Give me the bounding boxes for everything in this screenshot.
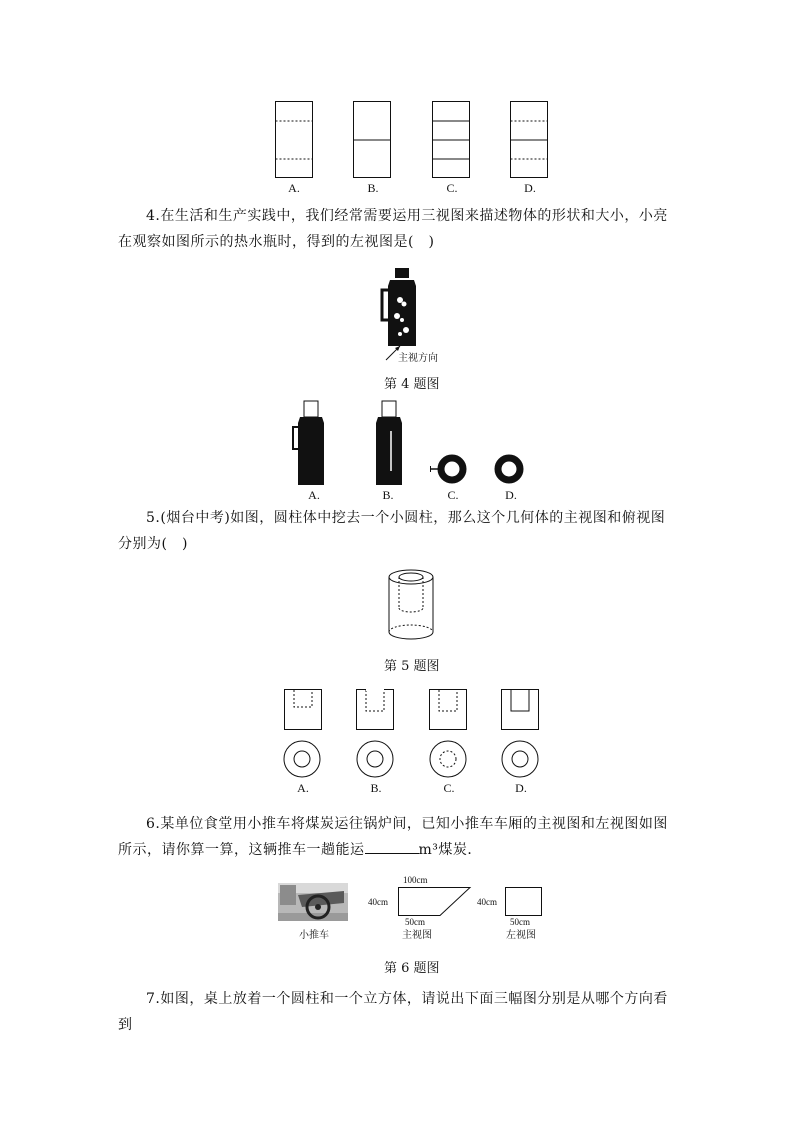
- q5-number: 5.: [146, 510, 161, 526]
- q6-body-after: m³煤炭．: [418, 842, 482, 858]
- q4-option-b-drawing: [370, 401, 410, 487]
- q6-left-view-rect: [505, 887, 545, 917]
- q6-left-view-label: 左视图: [506, 930, 536, 941]
- q6-left-height-label: 40cm: [477, 897, 497, 907]
- q3-option-d-drawing: [510, 101, 550, 179]
- q4-body: 在生活和生产实践中，我们经常需要运用三视图来描述物体的形状和大小，小亮在观察如图所示的热水瓶时，得到的左视图是( ): [118, 208, 668, 250]
- q3-option-c-label[interactable]: C.: [446, 181, 458, 195]
- q4-option-c-label[interactable]: C.: [447, 488, 459, 502]
- q6-body-before: 某单位食堂用小推车将煤炭运往锅炉间，已知小推车车厢的主视图和左视图如图所示，请你算一算，这辆推车一趟能运: [118, 816, 668, 858]
- q4-option-a-drawing: [292, 401, 332, 487]
- q5-option-a-front-view: [284, 689, 324, 731]
- q5-option-d-front-view: [501, 689, 541, 731]
- q5-option-d-label[interactable]: D.: [515, 781, 527, 795]
- q5-source: (烟台中考): [160, 510, 231, 526]
- q4-figure-caption: 第 4 题图: [384, 377, 440, 392]
- q3-option-b-drawing: [353, 101, 393, 179]
- q6-cart-label: 小推车: [299, 930, 329, 941]
- q3-option-d-label[interactable]: D.: [524, 181, 536, 195]
- q5-option-b-top-view: [356, 740, 396, 780]
- q3-option-b-label[interactable]: B.: [367, 181, 379, 195]
- q5-figure-caption: 第 5 题图: [384, 659, 440, 674]
- q6-bottom-width-label: 50cm: [405, 917, 425, 927]
- q4-direction-label: 主视方向: [398, 353, 438, 364]
- q5-option-c-front-view: [429, 689, 469, 731]
- q5-body: 如图，圆柱体中挖去一个小圆柱，那么这个几何体的主视图和俯视图分别为( ): [118, 510, 666, 552]
- q4-option-c-drawing: [430, 455, 470, 485]
- q5-question-text: [118, 505, 678, 557]
- q5-option-d-top-view: [501, 740, 541, 780]
- q5-option-a-label[interactable]: A.: [297, 781, 309, 795]
- q4-number: 4.: [146, 208, 161, 224]
- q4-option-b-label[interactable]: B.: [382, 488, 394, 502]
- q5-hollow-cylinder-figure: [387, 568, 437, 644]
- q6-answer-blank[interactable]: [365, 839, 419, 854]
- q6-question-text: [118, 811, 678, 863]
- q4-option-d-label[interactable]: D.: [505, 488, 517, 502]
- q4-option-a-label[interactable]: A.: [308, 488, 320, 502]
- q4-option-d-drawing: [492, 455, 532, 485]
- q5-option-a-top-view: [283, 740, 323, 780]
- q6-number: 6.: [146, 816, 161, 832]
- q5-option-b-label[interactable]: B.: [370, 781, 382, 795]
- q7-question-text: [118, 986, 678, 1038]
- q6-height-label: 40cm: [368, 897, 388, 907]
- q6-left-width-label: 50cm: [510, 917, 530, 927]
- q4-question-text: [118, 203, 678, 255]
- q3-option-c-drawing: [432, 101, 472, 179]
- q3-option-a-label[interactable]: A.: [288, 181, 300, 195]
- q6-figure-caption: 第 6 题图: [384, 961, 440, 976]
- q5-option-b-front-view: [356, 689, 396, 731]
- q6-front-view-label: 主视图: [402, 930, 432, 941]
- q3-option-a-drawing: [275, 101, 315, 179]
- q5-option-c-label[interactable]: C.: [443, 781, 455, 795]
- q6-top-width-label: 100cm: [403, 875, 428, 885]
- q7-number: 7.: [146, 991, 161, 1007]
- q6-front-view-trapezoid: [398, 887, 473, 917]
- q5-option-c-top-view: [429, 740, 469, 780]
- q6-cart-photo: [278, 883, 348, 921]
- q7-body: 如图，桌上放着一个圆柱和一个立方体，请说出下面三幅图分别是从哪个方向看到: [118, 991, 668, 1033]
